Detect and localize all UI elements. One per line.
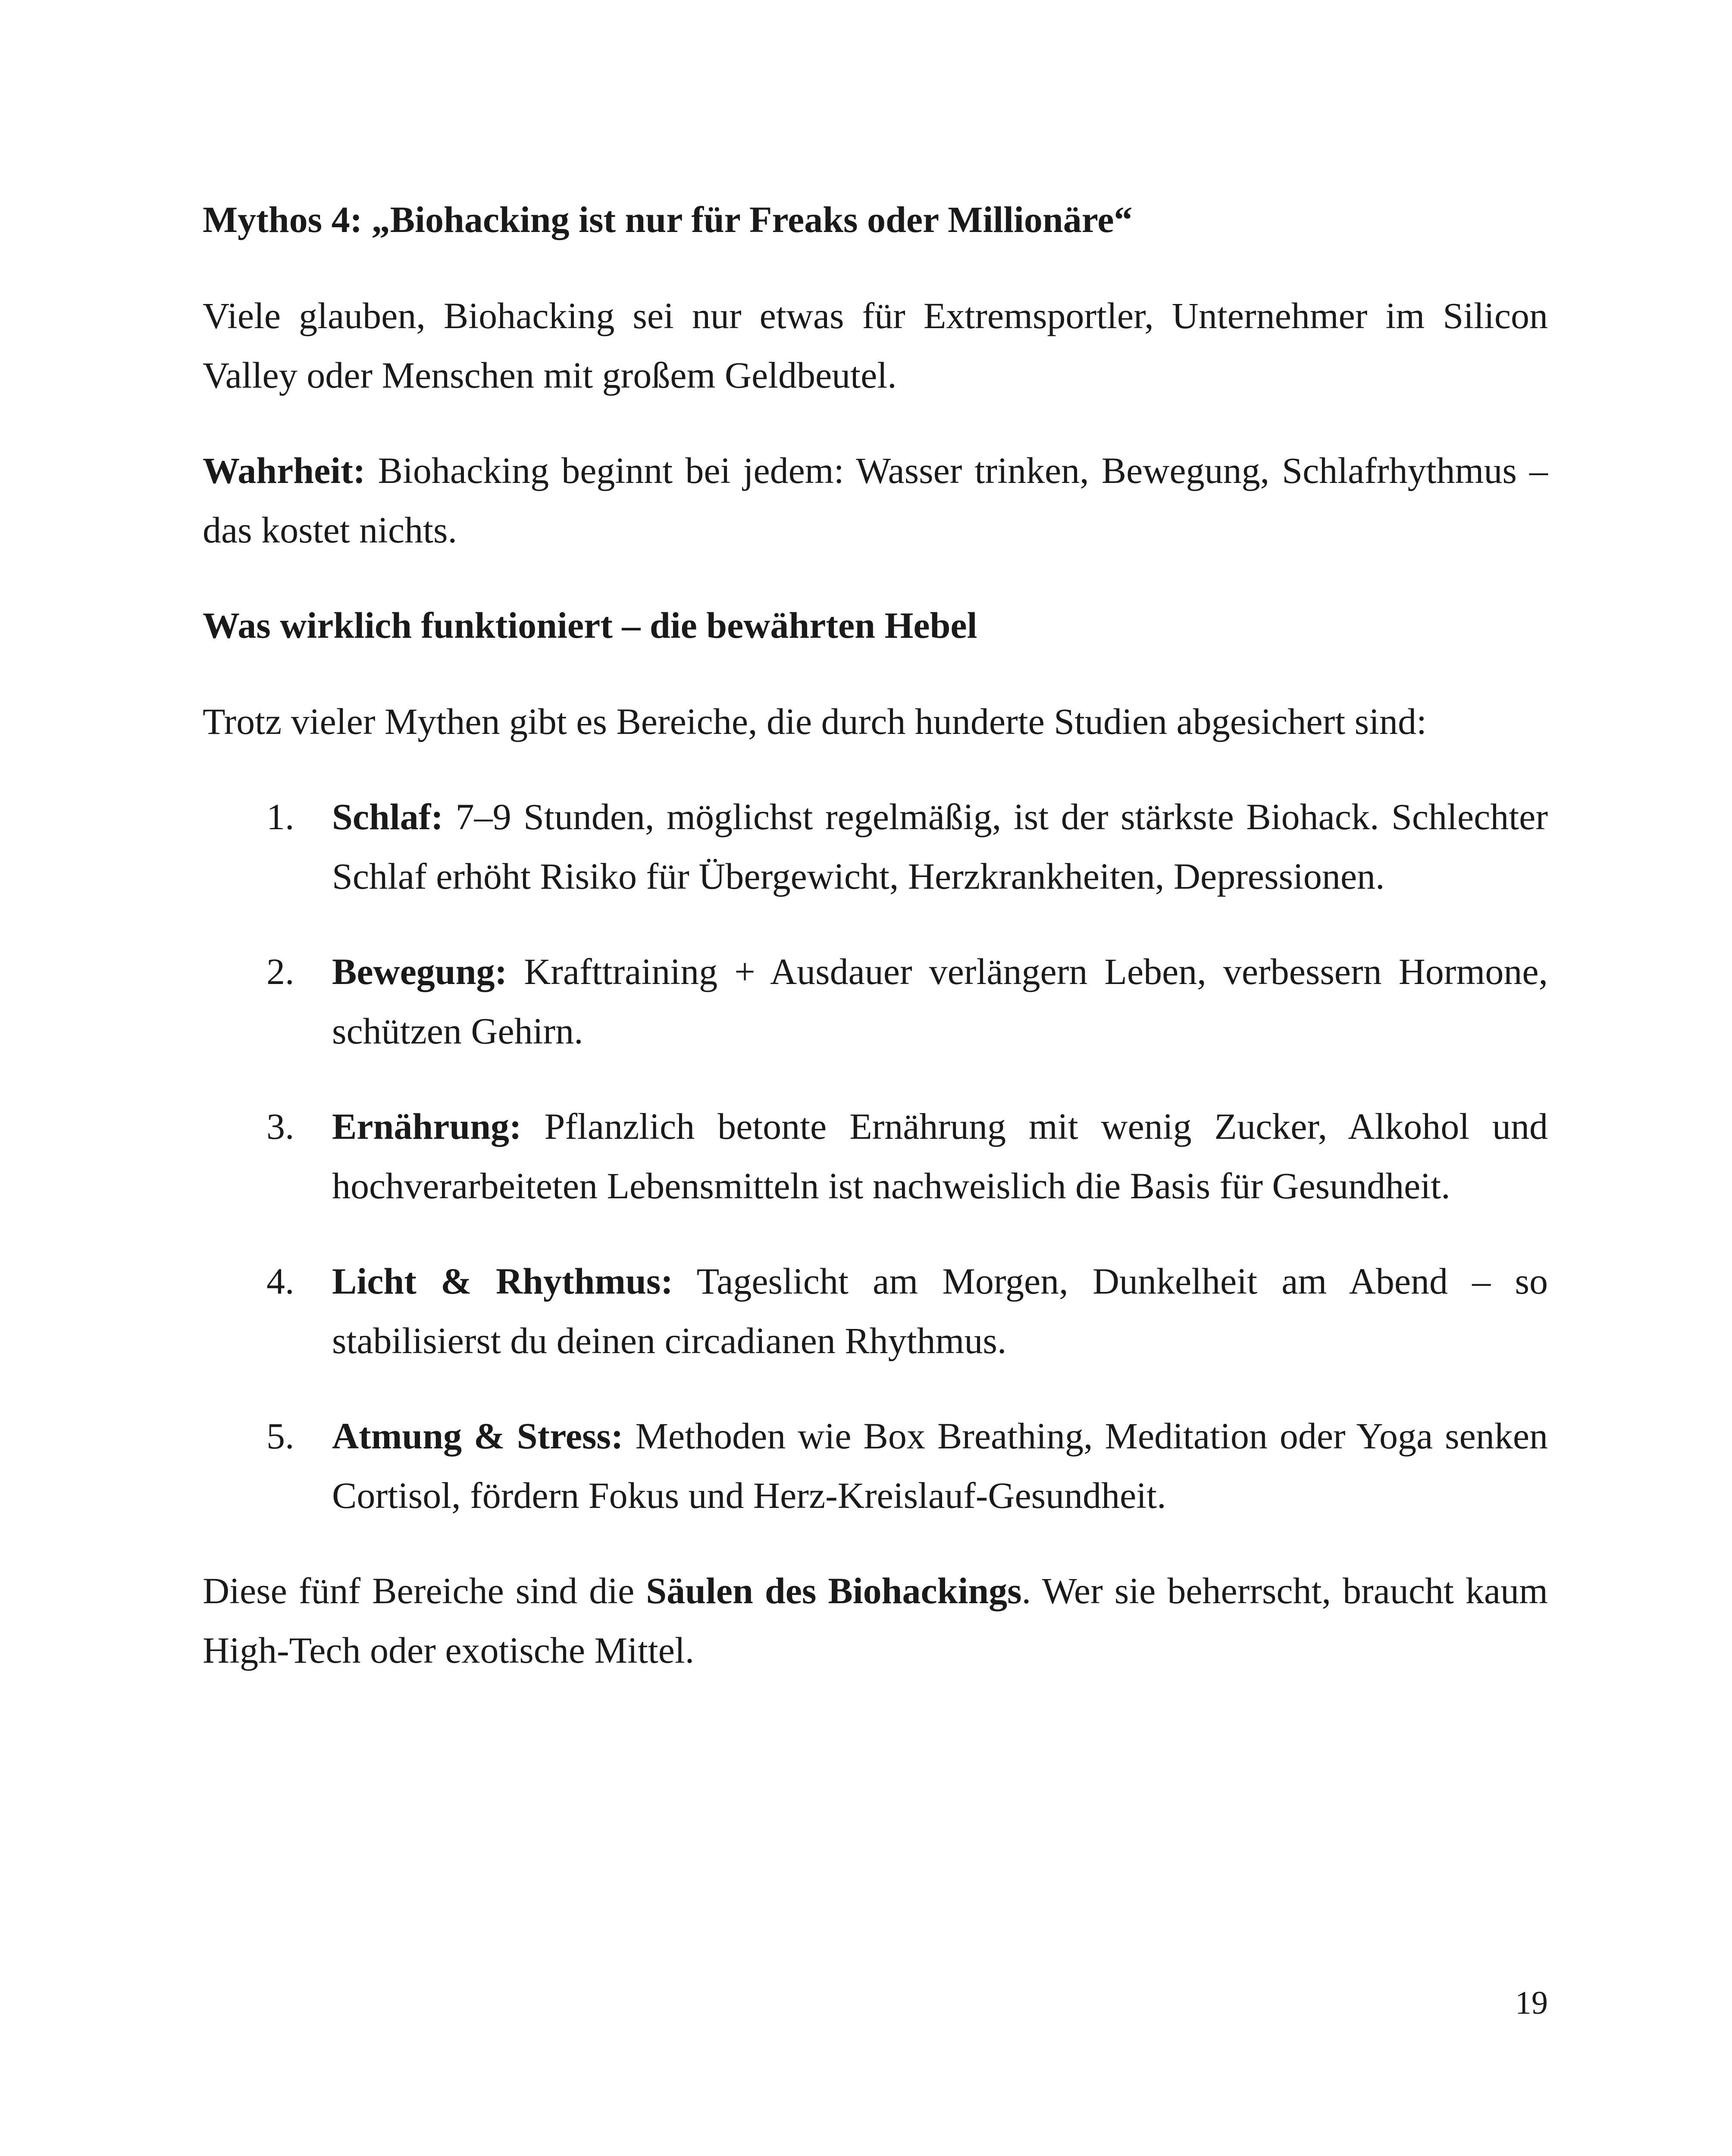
list-number: 1.: [266, 796, 294, 837]
closing-paragraph: [203, 1561, 1548, 1680]
list-item-label: Bewegung:: [332, 951, 507, 992]
document-page: [203, 190, 1548, 1716]
page-number: 19: [1515, 1985, 1548, 2021]
list-number: 2.: [266, 951, 294, 992]
list-number: 4.: [266, 1260, 294, 1302]
closing-text-before: Diese fünf Bereiche sind die: [203, 1570, 646, 1611]
list-item-text: Pflanzlich betonte Ernährung mit wenig Zucker, Alkohol und hochverarbeiteten Lebensmitteln ist nachweislich die Basis für Gesundheit.: [332, 1106, 1548, 1206]
closing-bold: Säulen des Biohackings: [646, 1570, 1022, 1611]
truth-paragraph: [203, 441, 1548, 560]
list-item-text: 7–9 Stunden, möglichst regelmäßig, ist der stärkste Biohack. Schlechter Schlaf erhöht Risiko für Übergewicht, Herzkrankheiten, Depressionen.: [332, 796, 1548, 897]
intro-paragraph: Trotz vieler Mythen gibt es Bereiche, die durch hunderte Studien abgesichert sind:: [203, 701, 1427, 742]
list-item-label: Licht & Rhythmus:: [332, 1260, 673, 1302]
list-item-breathing-stress: [203, 1406, 1548, 1525]
subheading: Was wirklich funktioniert – die bewährten Hebel: [203, 605, 977, 646]
list-item-text: Methoden wie Box Breathing, Meditation oder Yoga senken Cortisol, fördern Fokus und Herz-Kreislauf-Gesundheit.: [332, 1415, 1548, 1516]
list-number: 3.: [266, 1106, 294, 1147]
section-heading: Mythos 4: „Biohacking ist nur für Freaks oder Millionäre“: [203, 199, 1133, 240]
myth-paragraph: Viele glauben, Biohacking sei nur etwas für Extremsportler, Unternehmer im Silicon Valley oder Menschen mit großem Geldbeutel.: [203, 295, 1548, 396]
list-item-movement: [203, 942, 1548, 1061]
list-item-light-rhythm: [203, 1251, 1548, 1370]
truth-text: Biohacking beginnt bei jedem: Wasser trinken, Bewegung, Schlafrhythmus – das kostet nichts.: [203, 450, 1548, 551]
list-number: 5.: [266, 1415, 294, 1457]
list-item-label: Atmung & Stress:: [332, 1415, 623, 1457]
list-item-sleep: [203, 787, 1548, 906]
list-item-label: Ernährung:: [332, 1106, 522, 1147]
list-item-text: Krafttraining + Ausdauer verlängern Leben, verbessern Hormone, schützen Gehirn.: [332, 951, 1548, 1052]
closing-text-after: . Wer sie beherrscht, braucht kaum High-Tech oder exotische Mittel.: [203, 1570, 1548, 1671]
list-item-nutrition: [203, 1097, 1548, 1216]
list-item-label: Schlaf:: [332, 796, 443, 837]
list-item-text: Tageslicht am Morgen, Dunkelheit am Abend – so stabilisierst du deinen circadianen Rhythmus.: [332, 1260, 1548, 1361]
truth-label: Wahrheit:: [203, 450, 366, 491]
numbered-list: [203, 787, 1548, 1525]
